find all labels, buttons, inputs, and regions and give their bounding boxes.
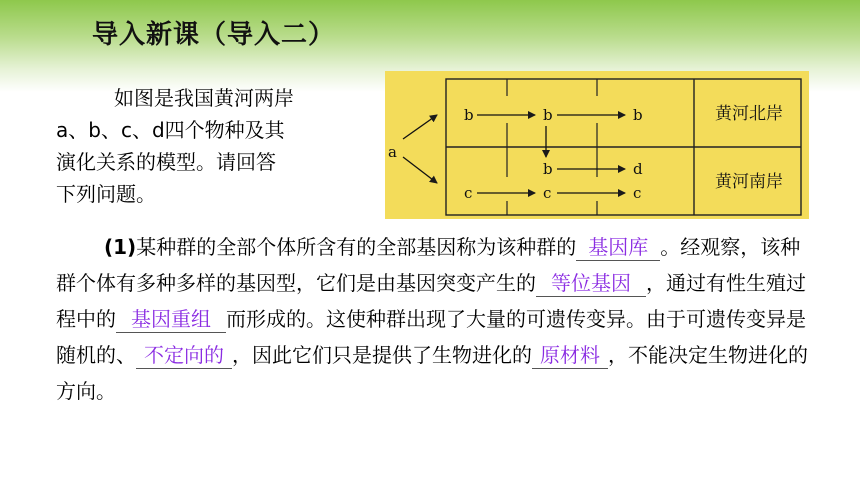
question-text-1: 某种群的全部个体所含有的全部基因称为该种群的 xyxy=(136,235,577,259)
answer-blank-4: 不定向的 xyxy=(136,342,232,369)
intro-text xyxy=(56,82,356,210)
species-a-label: a xyxy=(388,143,397,161)
question-text-6: ，不能决定生物进化的方向。 xyxy=(56,343,808,403)
intro-line-4: 下列问题。 xyxy=(56,182,156,206)
question-number: (1) xyxy=(104,235,137,259)
question-text-5: ，因此它们只是提供了生物进化的 xyxy=(232,343,532,367)
intro-line-2: a、b、c、d四个物种及其 xyxy=(56,118,285,142)
question-text-4: 而形成的。这使种群出现了大量的可遗传变异。由于可遗传变异是随机的、 xyxy=(56,307,806,367)
south-b: b xyxy=(543,160,553,178)
intro-line-3: 演化关系的模型。请回答 xyxy=(56,150,276,174)
answer-blank-2: 等位基因 xyxy=(536,270,646,297)
species-evolution-diagram xyxy=(385,71,809,219)
south-c-2: c xyxy=(543,184,552,202)
page-title: 导入新课（导入二） xyxy=(92,20,336,50)
north-b-1: b xyxy=(464,106,474,124)
south-c-3: c xyxy=(633,184,642,202)
answer-blank-3: 基因重组 xyxy=(116,306,226,333)
south-bank-label: 黄河南岸 xyxy=(715,172,783,192)
south-d: d xyxy=(633,160,643,178)
south-c-1: c xyxy=(464,184,473,202)
question-text-3: ，通过有性生殖过程中的 xyxy=(56,271,806,331)
answer-blank-5: 原材料 xyxy=(532,342,608,369)
north-b-3: b xyxy=(633,106,643,124)
question-paragraph xyxy=(56,229,816,409)
question-text-2: 。经观察，该种群个体有多种多样的基因型，它们是由基因突变产生的 xyxy=(56,235,801,295)
intro-line-1: 如图是我国黄河两岸 xyxy=(114,86,294,110)
north-b-2: b xyxy=(543,106,553,124)
north-bank-label: 黄河北岸 xyxy=(715,104,783,124)
answer-blank-1: 基因库 xyxy=(576,234,660,261)
